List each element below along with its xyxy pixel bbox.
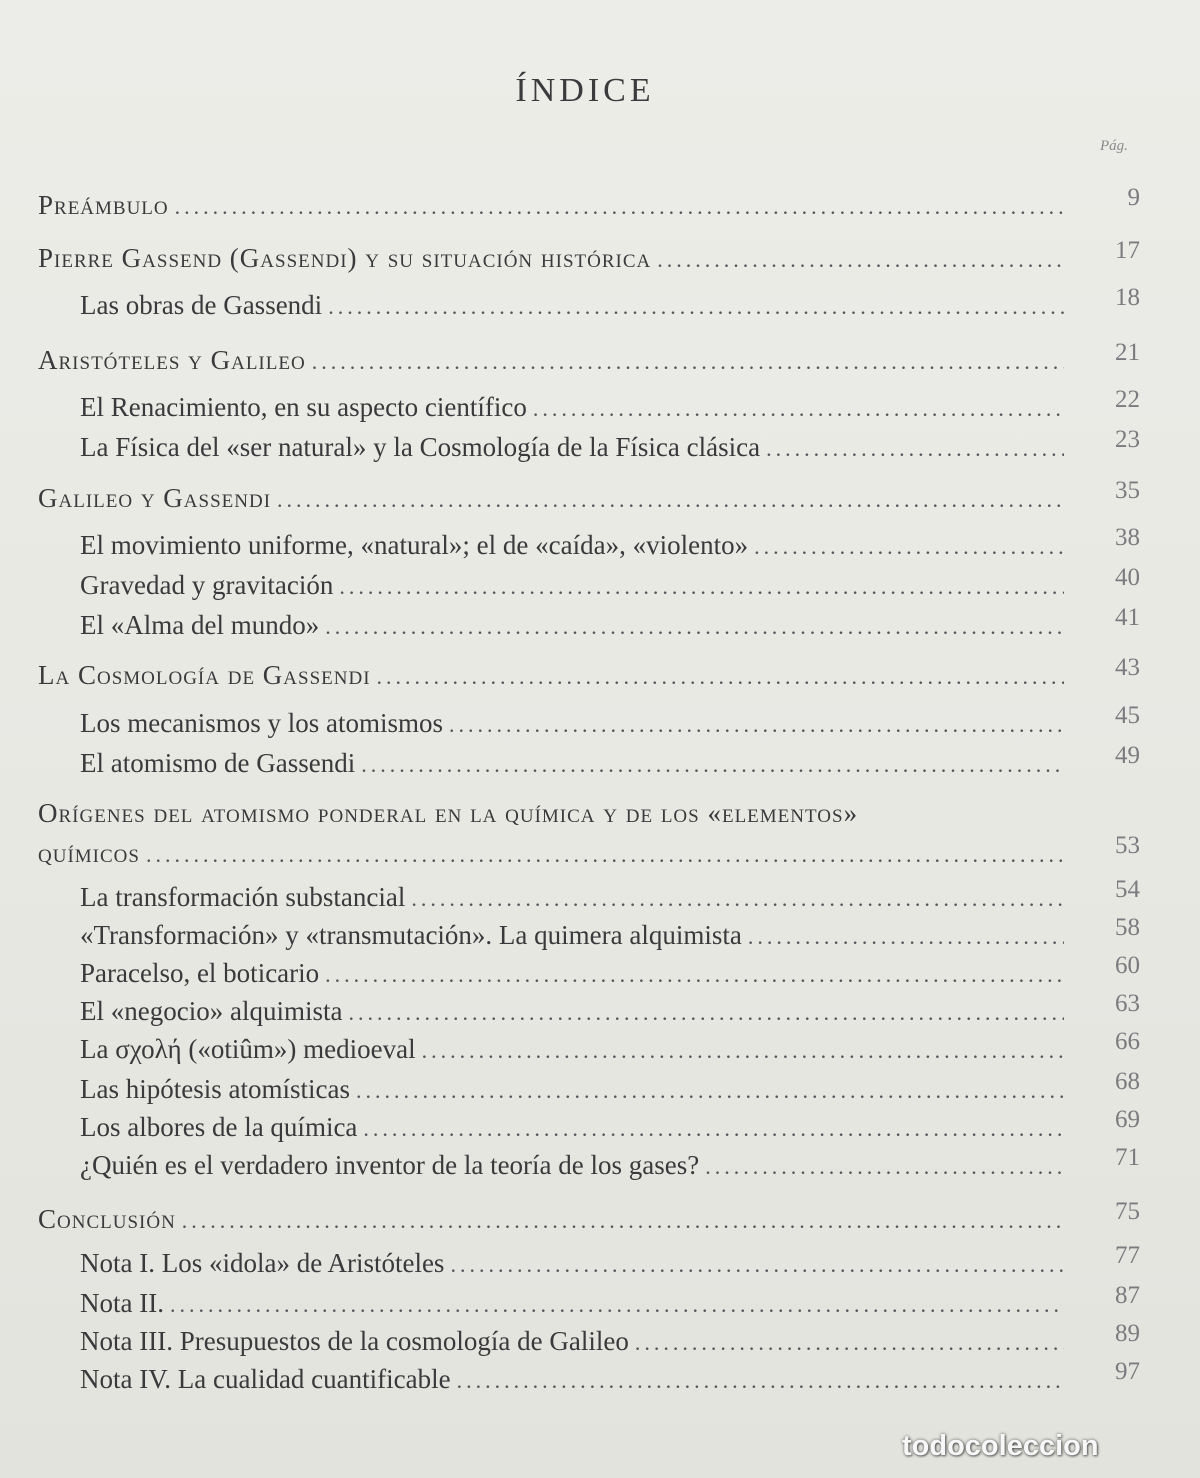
dot-leader	[356, 1078, 1064, 1104]
toc-entry-label: El «negocio» alquimista	[80, 996, 343, 1026]
toc-entry-label: Orígenes del atomismo ponderal en la química y de los «elementos»	[38, 798, 859, 828]
toc-entry-label: «Transformación» y «transmutación». La quimera alquimista	[80, 920, 742, 950]
toc-entry-label: Los albores de la química	[80, 1112, 358, 1142]
toc-entry	[80, 708, 1070, 742]
toc-entry-page-number: 9	[1127, 184, 1140, 211]
toc-entry	[38, 190, 1070, 224]
toc-entry-page-number: 87	[1115, 1282, 1140, 1309]
dot-leader	[635, 1330, 1064, 1356]
toc-entry	[80, 1326, 1070, 1360]
toc-entry-page-number: 63	[1115, 990, 1140, 1017]
toc-entry-page-number: 41	[1115, 604, 1140, 631]
page-title: ÍNDICE	[515, 72, 655, 109]
toc-entry	[80, 1074, 1070, 1108]
dot-leader	[348, 1000, 1064, 1026]
toc-entry-label: La σχολή («otiûm») medioeval	[80, 1034, 416, 1064]
toc-entry	[80, 610, 1070, 644]
page-column-label: Pág.	[1100, 138, 1128, 154]
toc-entry-label: El «Alma del mundo»	[80, 610, 320, 640]
toc-entry-page-number: 43	[1115, 654, 1140, 681]
toc-entry-page-number: 54	[1115, 876, 1140, 903]
toc-entry	[38, 838, 1070, 872]
toc-entry-label: El atomismo de Gassendi	[80, 748, 356, 778]
dot-leader	[411, 886, 1064, 912]
toc-entry-label: Paracelso, el boticario	[80, 958, 320, 988]
dot-leader	[457, 1368, 1064, 1394]
toc-entry-page-number: 97	[1115, 1358, 1140, 1385]
toc-entry-page-number: 22	[1115, 386, 1140, 413]
dot-leader	[766, 436, 1064, 462]
toc-entry	[80, 290, 1070, 324]
toc-entry	[80, 530, 1070, 564]
dot-leader	[325, 962, 1064, 988]
toc-entry-label: Nota III. Presupuestos de la cosmología de Galileo	[80, 1326, 629, 1356]
dot-leader	[422, 1038, 1064, 1064]
toc-entry-page-number: 40	[1115, 564, 1140, 591]
toc-entry	[80, 1150, 1070, 1184]
toc-entry-page-number: 23	[1115, 426, 1140, 453]
dot-leader	[748, 924, 1064, 950]
dot-leader	[450, 1252, 1064, 1278]
toc-entry	[38, 345, 1070, 379]
dot-leader	[533, 396, 1064, 422]
toc-entry-label: Los mecanismos y los atomismos	[80, 708, 443, 738]
toc-entry	[38, 243, 1070, 277]
toc-entry-page-number: 21	[1115, 339, 1140, 366]
toc-entry	[80, 996, 1070, 1030]
toc-entry-label: La transformación substancial	[80, 882, 406, 912]
toc-entry	[80, 392, 1070, 426]
toc-entry	[80, 920, 1070, 954]
dot-leader	[277, 487, 1064, 513]
toc-entry-label: Las hipótesis atomísticas	[80, 1074, 350, 1104]
toc-entry-label: Gravedad y gravitación	[80, 570, 334, 600]
toc-entry	[38, 1204, 1070, 1238]
toc-entry	[38, 798, 1070, 829]
toc-entry-page-number: 89	[1115, 1320, 1140, 1347]
toc-entry-label: ¿Quién es el verdadero inventor de la teoría de los gases?	[80, 1150, 700, 1180]
toc-entry-page-number: 60	[1115, 952, 1140, 979]
dot-leader	[705, 1154, 1064, 1180]
toc-entry-page-number: 53	[1115, 832, 1140, 859]
toc-entry-label: El movimiento uniforme, «natural»; el de «caída», «violento»	[80, 530, 749, 560]
dot-leader	[146, 842, 1064, 868]
toc-entry-page-number: 75	[1115, 1198, 1140, 1225]
toc-entry-page-number: 45	[1115, 702, 1140, 729]
toc-entry	[80, 1248, 1070, 1282]
toc-entry	[80, 1364, 1070, 1398]
dot-leader	[657, 247, 1064, 273]
toc-entry	[80, 1288, 1070, 1322]
toc-entry-label: Nota I. Los «idola» de Aristóteles	[80, 1248, 445, 1278]
toc-entry	[38, 483, 1070, 517]
toc-entry-page-number: 49	[1115, 742, 1140, 769]
toc-entry-label: Nota II.	[80, 1288, 164, 1318]
toc-entry-label: Preámbulo	[38, 190, 169, 220]
dot-leader	[175, 194, 1064, 220]
watermark-logo: todocoleccion	[902, 1430, 1099, 1462]
toc-entry-page-number: 18	[1115, 284, 1140, 311]
dot-leader	[312, 349, 1064, 375]
toc-entry-page-number: 77	[1115, 1242, 1140, 1269]
toc-entry-page-number: 69	[1115, 1106, 1140, 1133]
toc-entry-page-number: 17	[1115, 237, 1140, 264]
toc-entry-page-number: 66	[1115, 1028, 1140, 1055]
dot-leader	[363, 1116, 1064, 1142]
toc-entry-label: Pierre Gassend (Gassendi) y su situación histórica	[38, 243, 652, 273]
toc-entry	[80, 432, 1070, 466]
toc-entry-label: La Cosmología de Gassendi	[38, 660, 371, 690]
toc-entry-label: químicos	[38, 838, 140, 868]
dot-leader	[361, 752, 1064, 778]
toc-entry	[80, 748, 1070, 782]
toc-entry	[80, 1034, 1070, 1068]
toc-entry	[80, 570, 1070, 604]
toc-entry-label: Las obras de Gassendi	[80, 290, 323, 320]
dot-leader	[328, 294, 1064, 320]
toc-entry-label: La Física del «ser natural» y la Cosmología de la Física clásica	[80, 432, 761, 462]
dot-leader	[325, 614, 1064, 640]
toc-entry	[80, 882, 1070, 916]
dot-leader	[182, 1208, 1064, 1234]
dot-leader	[339, 574, 1064, 600]
dot-leader	[449, 712, 1064, 738]
toc-entry-label: Conclusión	[38, 1204, 176, 1234]
toc-entry-page-number: 68	[1115, 1068, 1140, 1095]
toc-entry-page-number: 38	[1115, 524, 1140, 551]
dot-leader	[170, 1292, 1064, 1318]
toc-entry-label: Aristóteles y Galileo	[38, 345, 306, 375]
toc-entry-page-number: 71	[1115, 1144, 1140, 1171]
toc-entry	[38, 660, 1070, 694]
toc-entry	[80, 958, 1070, 992]
toc-entry-label: Galileo y Gassendi	[38, 483, 272, 513]
toc-entry-page-number: 58	[1115, 914, 1140, 941]
toc-entry-label: Nota IV. La cualidad cuantificable	[80, 1364, 451, 1394]
toc-entry-label: El Renacimiento, en su aspecto científico	[80, 392, 527, 422]
dot-leader	[754, 534, 1064, 560]
toc-entry-page-number: 35	[1115, 477, 1140, 504]
toc-entry	[80, 1112, 1070, 1146]
dot-leader	[377, 664, 1064, 690]
